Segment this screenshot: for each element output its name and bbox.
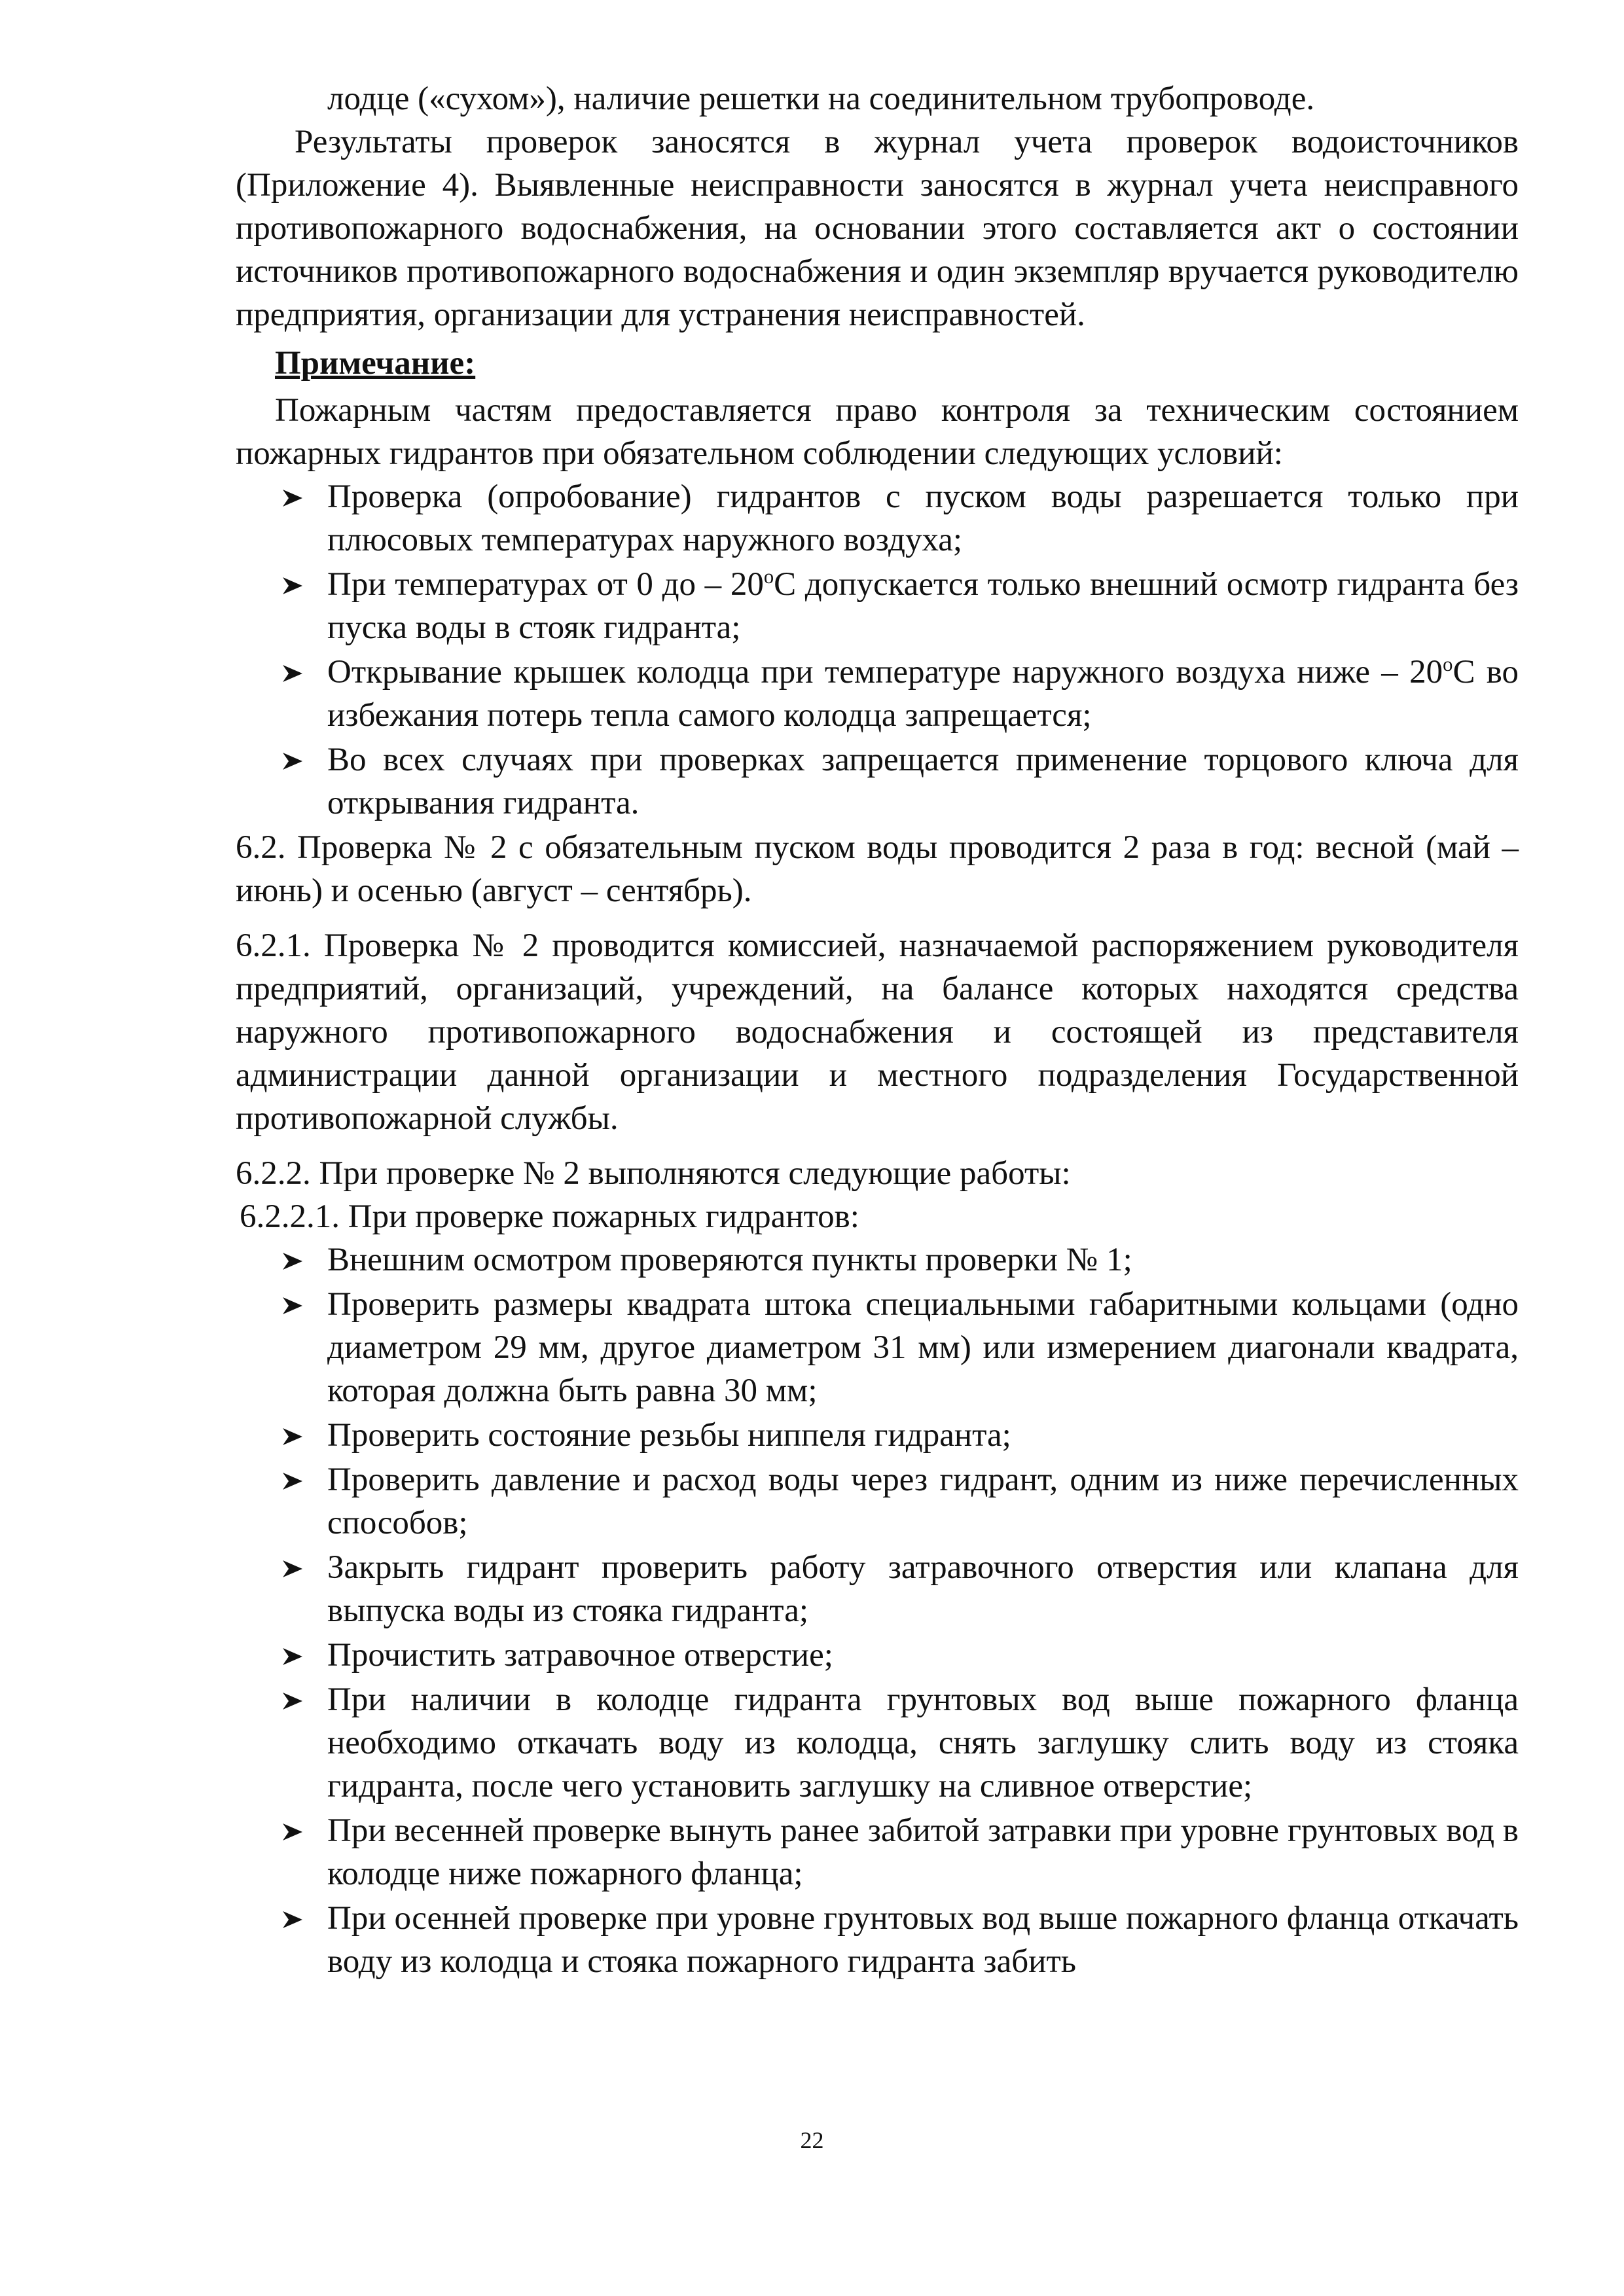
hydrant-bullet-list	[236, 1238, 1519, 1983]
hydrant-bullet-text: Проверить размеры квадрата штока специальными габаритными кольцами (одно диаметром 29 мм, другое диаметром 31 мм) или измерением диагонали квадрата, которая должна быть равна 30 мм;	[327, 1286, 1519, 1409]
hydrant-bullet-text: При наличии в колодце гидранта грунтовых вод выше пожарного фланца необходимо откачать воду из колодца, снять заглушку слить воду из стояка гидранта, после чего установить заглушку на сливное отверстие;	[327, 1681, 1519, 1804]
list-item	[236, 1238, 1519, 1282]
list-item	[236, 738, 1519, 825]
paragraph-6-2-2-1: 6.2.2.1. При проверке пожарных гидрантов:	[240, 1198, 859, 1235]
results-paragraph: Результаты проверок заносятся в журнал учета проверок водоисточников (Приложение 4). Выявленные неисправности заносятся в журнал учета неисправного противопожарного водоснабжения, на основании этого составляется акт о состоянии источников противопожарного водоснабжения и один экземпляр вручается руководителю предприятия, организации для устранения неисправностей.	[236, 124, 1519, 333]
list-item	[236, 1897, 1519, 1983]
hydrant-bullet-text: При осенней проверке при уровне грунтовых вод выше пожарного фланца откачать воду из колодца и стояка пожарного гидранта забить	[327, 1900, 1519, 1980]
hydrant-bullet-text: Прочистить затравочное отверстие;	[327, 1637, 833, 1674]
paragraph-6-2-2: 6.2.2. При проверке № 2 выполняются следующие работы:	[236, 1155, 1071, 1192]
page-number: 22	[800, 2127, 824, 2153]
list-item	[236, 563, 1519, 649]
list-item	[236, 1634, 1519, 1677]
hydrant-bullet-text: Проверить давление и расход воды через гидрант, одним из ниже перечисленных способов;	[327, 1462, 1519, 1541]
list-item	[236, 1546, 1519, 1632]
list-item	[236, 1678, 1519, 1808]
paragraph-6-2-1: 6.2.1. Проверка № 2 проводится комиссией, назначаемой распоряжением руководителя предприятий, организаций, учреждений, на балансе которых находятся средства наружного противопожарного водоснабжения и состоящей из представителя администрации данной организации и местного подразделения Государственной противопожарной службы.	[236, 927, 1519, 1137]
list-item	[236, 1809, 1519, 1895]
hydrant-bullet-text: Проверить состояние резьбы ниппеля гидранта;	[327, 1417, 1011, 1454]
degree-superscript: о	[763, 565, 774, 588]
list-item	[236, 1458, 1519, 1545]
note-paragraph: Пожарным частям предоставляется право контроля за техническим состоянием пожарных гидрантов при обязательном соблюдении следующих условий:	[236, 392, 1519, 472]
list-item	[236, 475, 1519, 562]
continued-line: лодце («сухом»), наличие решетки на соединительном трубопроводе.	[327, 81, 1315, 117]
list-item	[236, 651, 1519, 737]
list-item	[236, 1283, 1519, 1412]
note-bullet-text: Во всех случаях при проверках запрещается применение торцового ключа для открывания гидранта.	[327, 742, 1519, 821]
note-bullet-text-tail: С допускается только внешний осмотр гидранта без пуска воды в стояк гидранта;	[327, 566, 1519, 646]
note-bullet-text: Проверка (опробование) гидрантов с пуском воды разрешается только при плюсовых температурах наружного воздуха;	[327, 478, 1519, 558]
degree-superscript: о	[1443, 653, 1453, 675]
paragraph-6-2: 6.2. Проверка № 2 с обязательным пуском воды проводится 2 раза в год: весной (май – июнь) и осенью (август – сентябрь).	[236, 829, 1519, 909]
note-bullet-list	[236, 475, 1519, 825]
note-bullet-text: Открывание крышек колодца при температуре наружного воздуха ниже – 20	[327, 654, 1443, 691]
list-item	[236, 1414, 1519, 1457]
hydrant-bullet-text: Внешним осмотром проверяются пункты проверки № 1;	[327, 1242, 1132, 1278]
hydrant-bullet-text: При весенней проверке вынуть ранее забитой затравки при уровне грунтовых вод в колодце ниже пожарного фланца;	[327, 1812, 1519, 1892]
note-heading: Примечание:	[275, 345, 476, 382]
hydrant-bullet-text: Закрыть гидрант проверить работу затравочного отверстия или клапана для выпуска воды из стояка гидранта;	[327, 1549, 1519, 1629]
document-page	[236, 77, 1519, 1984]
note-bullet-text: При температурах от 0 до – 20	[327, 566, 764, 603]
note-bullet-text-tail: С во избежания потерь тепла самого колодца запрещается;	[327, 654, 1519, 734]
